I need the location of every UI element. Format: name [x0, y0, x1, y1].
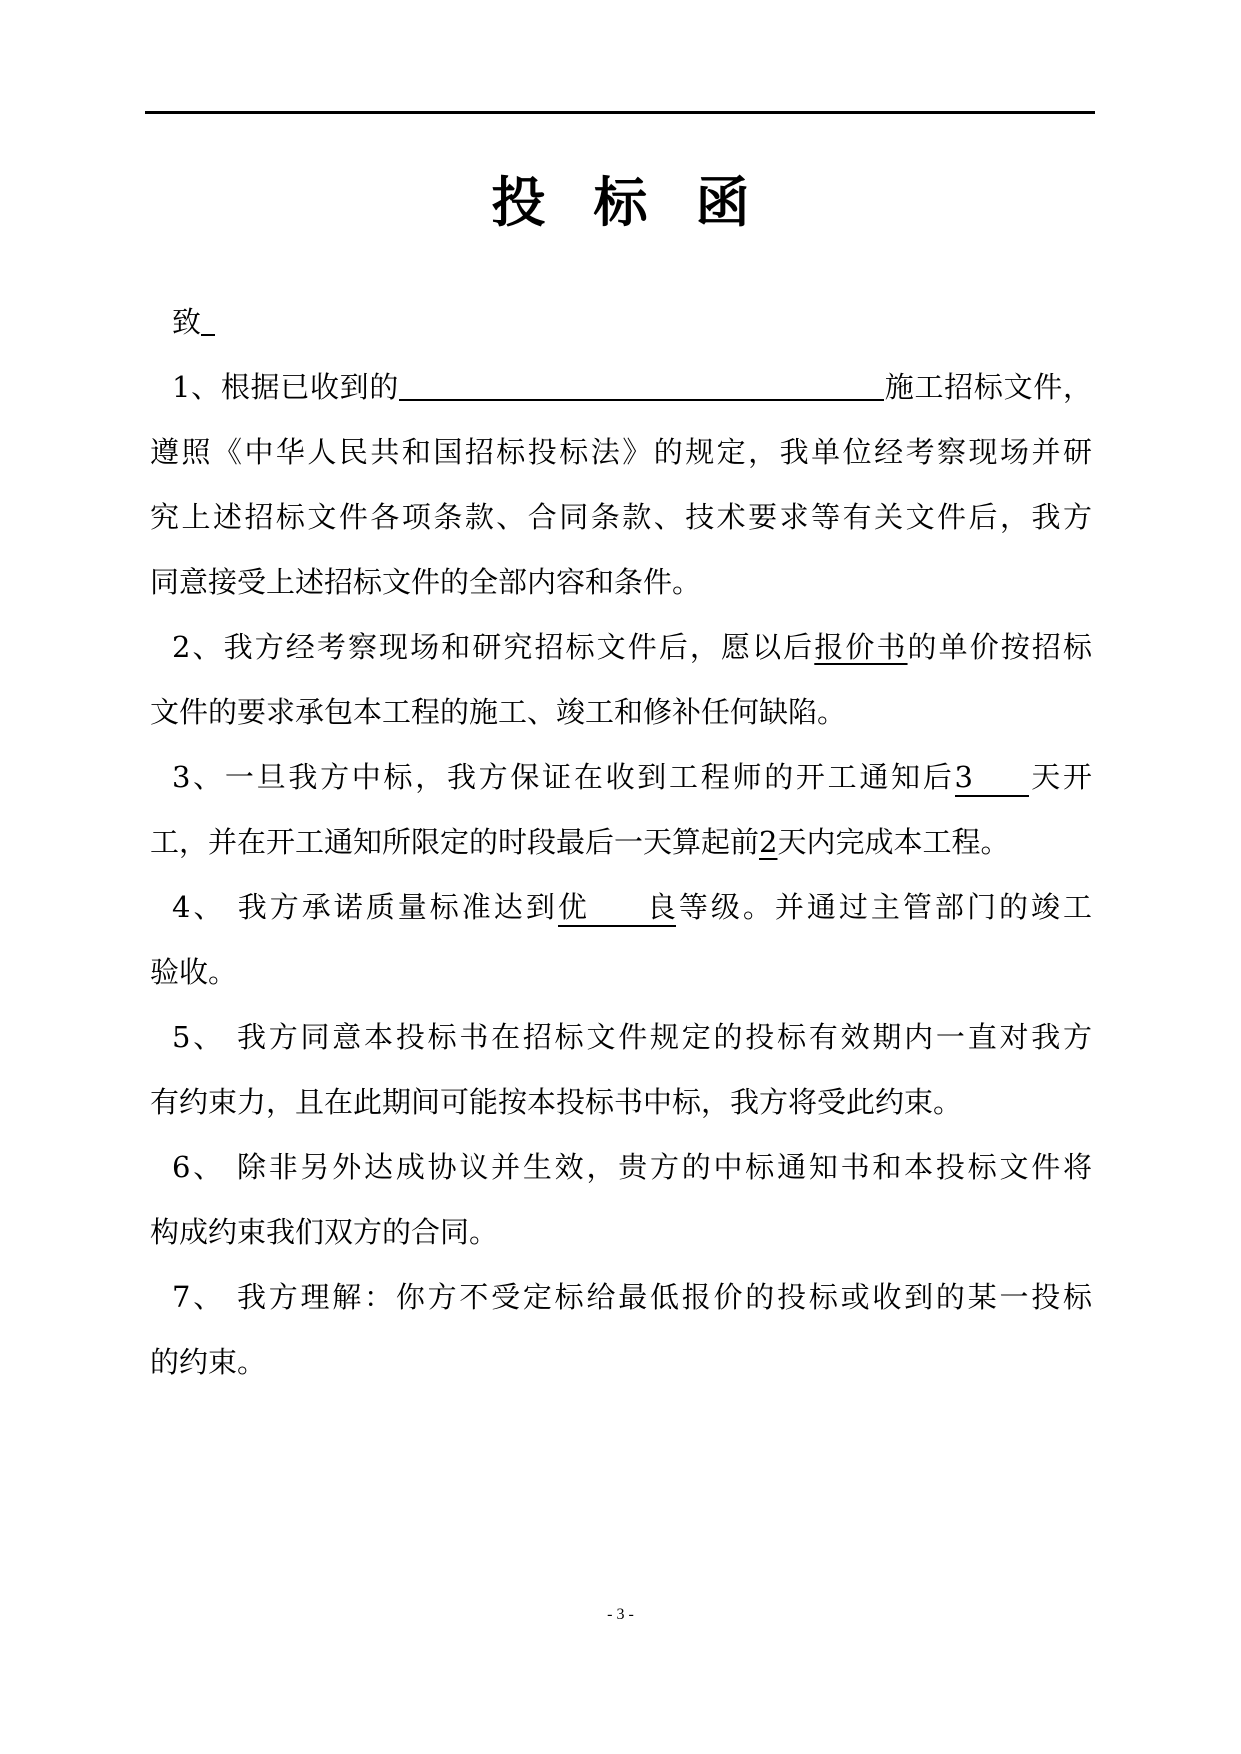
letter-body — [150, 290, 1092, 1395]
item-2-line-2: 文件的要求承包本工程的施工、竣工和修补任何缺陷。 — [150, 695, 847, 729]
title-char-2: 标 — [593, 170, 648, 234]
salutation — [150, 290, 1092, 355]
recipient-blank — [201, 304, 215, 336]
item-4-line-1 — [150, 875, 1092, 940]
item-7-line-1: 7、 我方理解：你方不受定标给最低报价的投标或收到的某一投标 — [172, 1280, 1092, 1314]
title-char-1: 投 — [491, 170, 546, 234]
start-days-value: 3 — [955, 759, 1029, 797]
quotation-term: 报价书 — [814, 630, 908, 664]
item-1-prefix: 1、根据已收到的 — [172, 370, 400, 404]
item-3-prefix: 3、一旦我方中标，我方保证在收到工程师的开工通知后 — [172, 760, 955, 794]
tender-name-blank — [399, 369, 884, 401]
item-6-line-2: 构成约束我们双方的合同。 — [150, 1215, 499, 1249]
item-3-line2-suffix: 天内完成本工程。 — [777, 825, 1010, 859]
item-1-suffix: 施工招标文件， — [884, 370, 1092, 404]
item-1-line-4: 同意接受上述招标文件的全部内容和条件。 — [150, 565, 702, 599]
item-1-line-2: 遵照《中华人民共和国招标投标法》的规定，我单位经考察现场并研 — [150, 435, 1092, 469]
quality-grade-value: 优良 — [558, 889, 676, 927]
item-4-prefix: 4、 我方承诺质量标准达到 — [172, 890, 558, 924]
item-4-line-2: 验收。 — [150, 955, 238, 989]
item-5-line-1: 5、 我方同意本投标书在招标文件规定的投标有效期内一直对我方 — [172, 1020, 1092, 1054]
item-3-line-1 — [150, 745, 1092, 810]
item-7-line-2: 的约束。 — [150, 1345, 267, 1379]
item-2-prefix: 2、我方经考察现场和研究招标文件后，愿以后 — [172, 630, 815, 664]
page-number: - 3 - — [607, 1606, 634, 1623]
item-1-line-3: 究上述招标文件各项条款、合同条款、技术要求等有关文件后，我方 — [150, 500, 1092, 534]
salutation-text: 致 — [172, 305, 202, 339]
item-2-suffix: 的单价按招标 — [907, 630, 1092, 664]
item-3-line2-prefix: 工，并在开工通知所限定的时段最后一天算起前 — [150, 825, 760, 859]
title-char-3: 函 — [695, 170, 750, 234]
item-4-suffix: 等级。并通过主管部门的竣工 — [675, 890, 1092, 924]
item-6-line-1: 6、 除非另外达成协议并生效，贵方的中标通知书和本投标文件将 — [172, 1150, 1092, 1184]
item-3-suffix: 天开 — [1028, 760, 1092, 794]
item-1-line-1 — [150, 355, 1092, 420]
page-title — [0, 162, 1241, 242]
item-5-line-2: 有约束力，且在此期间可能按本投标书中标，我方将受此约束。 — [150, 1085, 963, 1119]
finish-days-value: 2 — [759, 825, 778, 859]
item-3-line-2 — [150, 810, 1092, 875]
header-rule — [145, 111, 1095, 114]
item-2-line-1 — [150, 615, 1092, 680]
